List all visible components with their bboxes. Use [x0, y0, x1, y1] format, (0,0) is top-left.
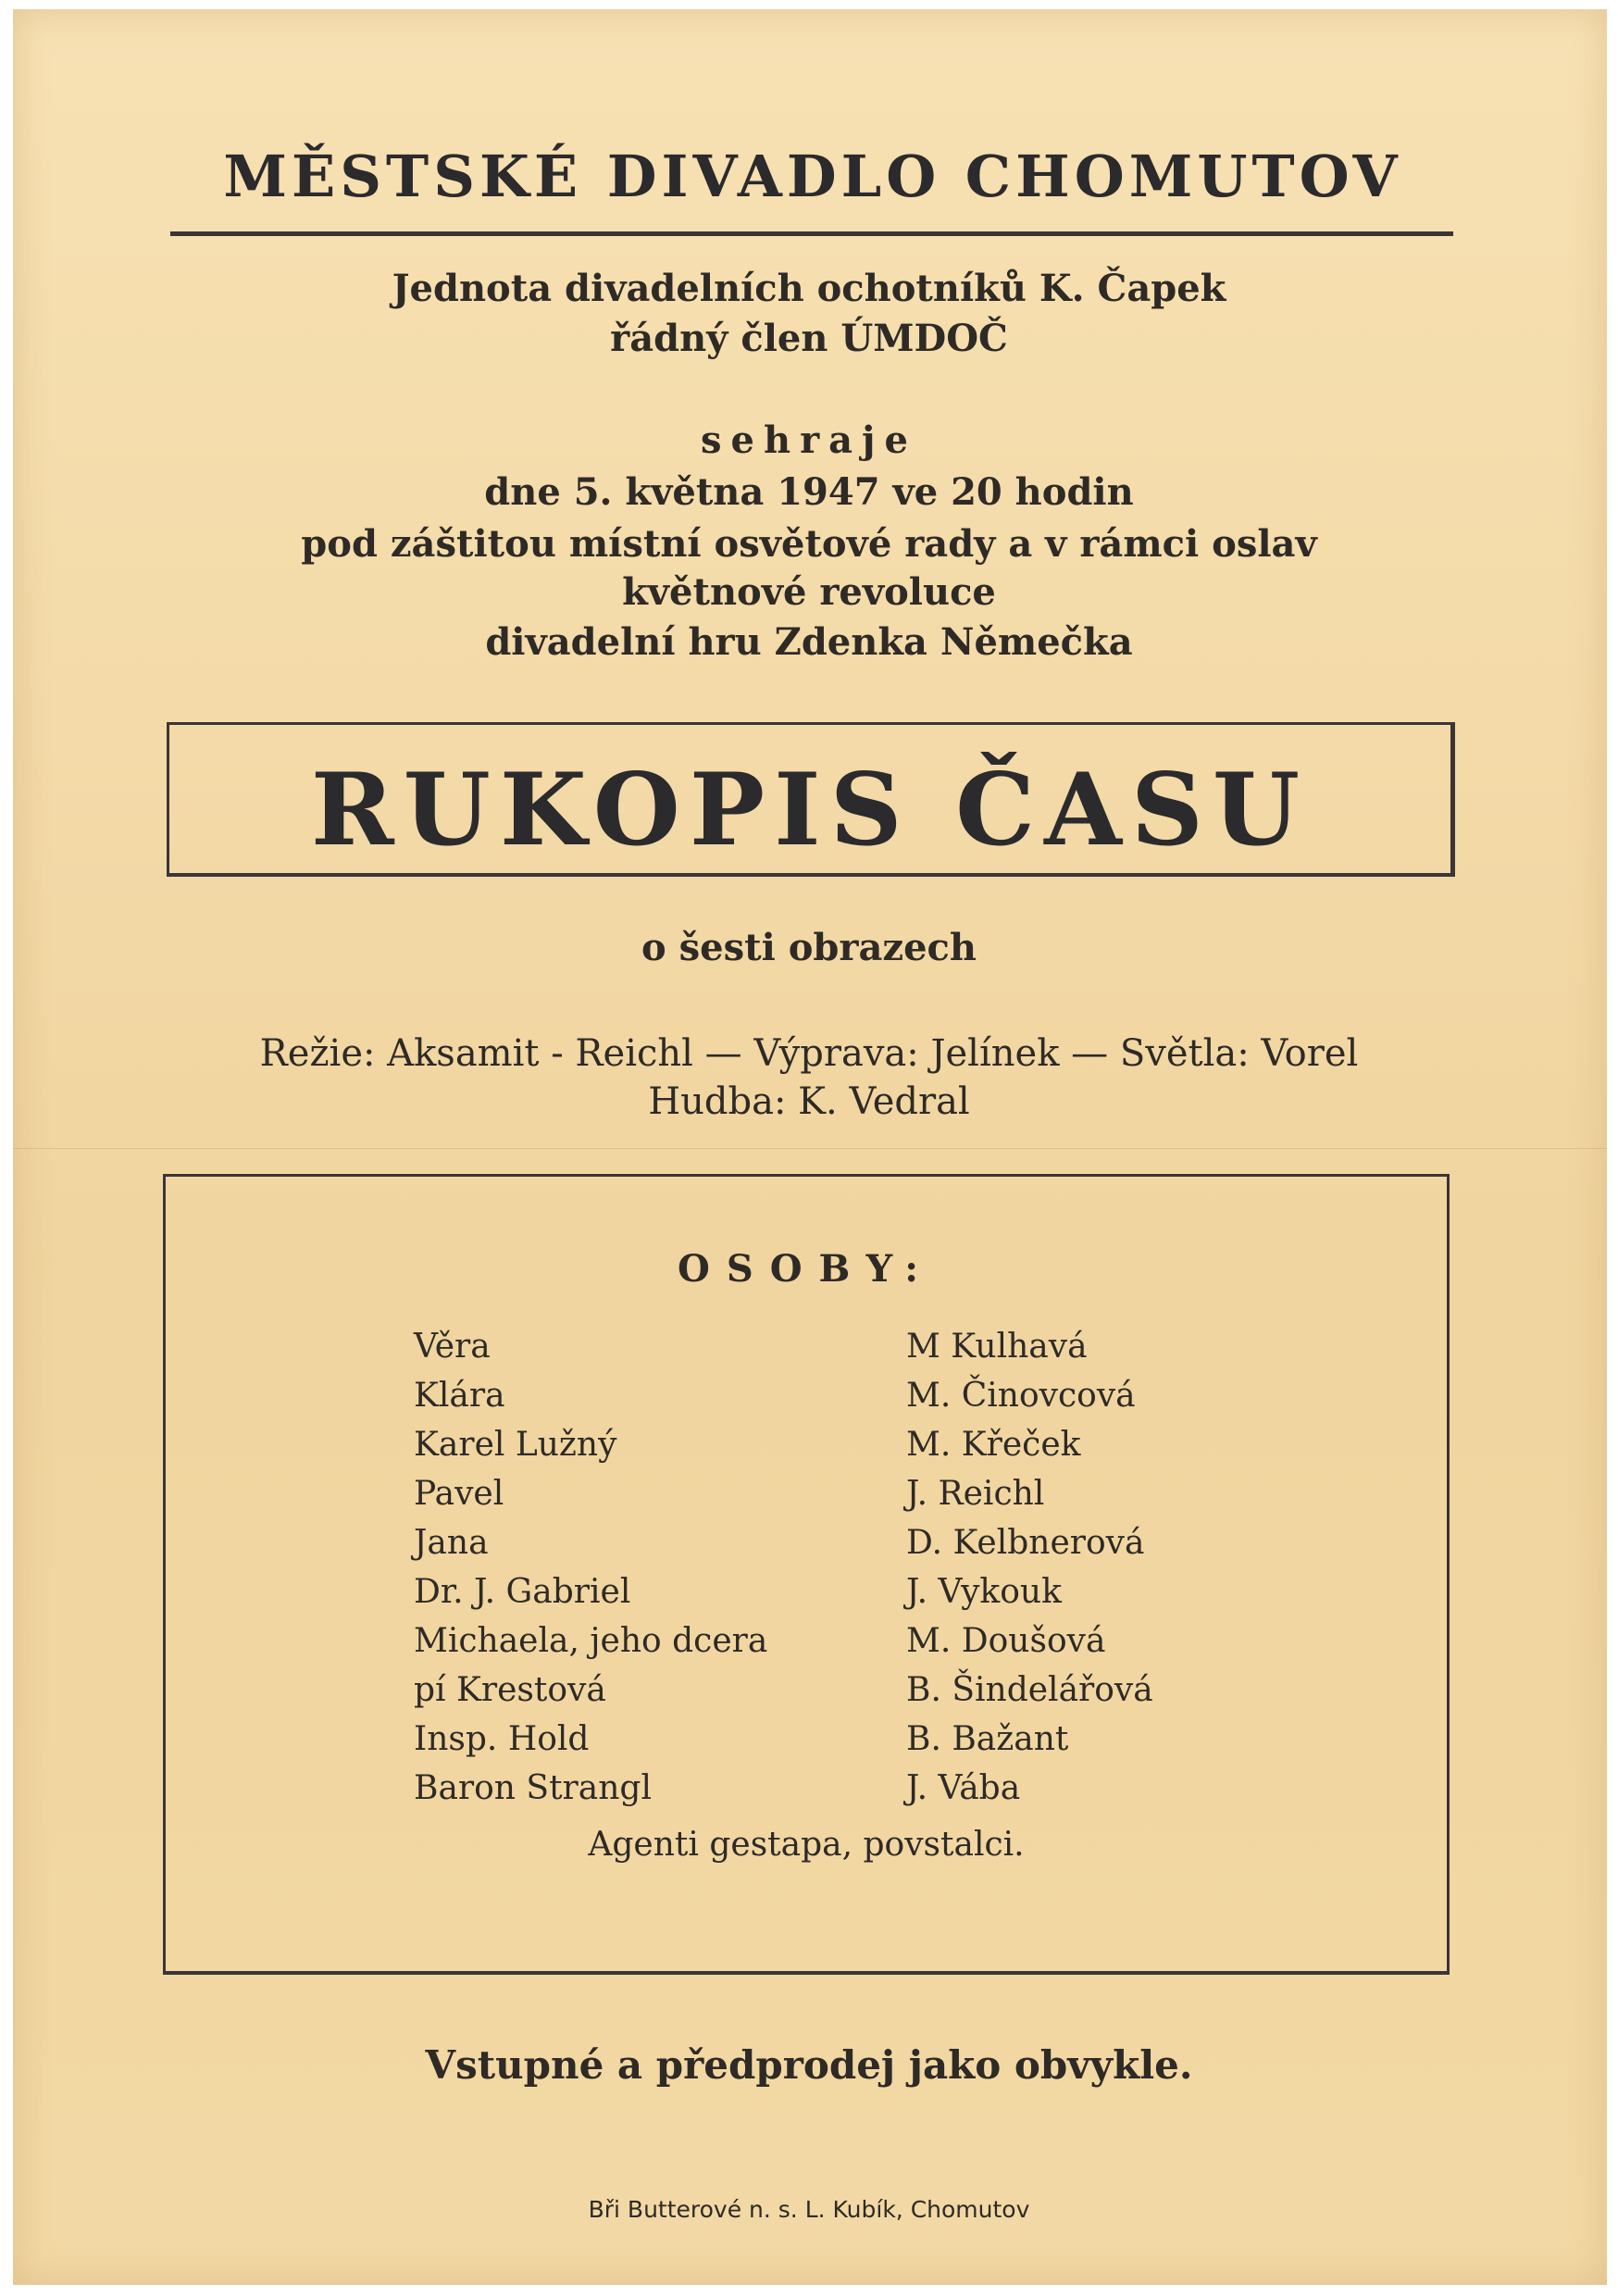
cast-actor: B. Šindelářová: [906, 1671, 1153, 1709]
credits-line-1: Režie: Aksamit - Reichl — Výprava: Jelínek — Světla: Vorel: [259, 1032, 1359, 1075]
theatre-name: MĚSTSKÉ DIVADLO CHOMUTOV: [223, 143, 1402, 210]
date-line: dne 5. května 1947 ve 20 hodin: [484, 470, 1134, 514]
cast-actor: M. Činovcová: [906, 1377, 1136, 1415]
cast-role: Insp. Hold: [414, 1720, 590, 1758]
cast-actor: B. Bažant: [906, 1720, 1069, 1758]
cast-actor: J. Vykouk: [906, 1573, 1062, 1611]
title-box: [167, 722, 1455, 877]
play-title: RUKOPIS ČASU: [310, 752, 1310, 868]
cast-actor: M Kulhavá: [906, 1328, 1088, 1366]
cast-extras: Agenti gestapa, povstalci.: [588, 1826, 1025, 1864]
cast-role: Věra: [414, 1328, 491, 1366]
company-line: Jednota divadelních ochotníků K. Čapek: [392, 267, 1226, 310]
cast-role: pí Krestová: [414, 1671, 606, 1709]
admission-note: Vstupné a předprodej jako obvykle.: [425, 2042, 1193, 2088]
cast-actor: J. Reichl: [906, 1475, 1045, 1513]
play-line: divadelní hru Zdenka Němečka: [485, 620, 1133, 664]
cast-role: Michaela, jeho dcera: [414, 1622, 768, 1660]
credits-line-2: Hudba: K. Vedral: [648, 1080, 970, 1123]
cast-heading: OSOBY:: [677, 1247, 936, 1291]
cast-role: Klára: [414, 1377, 505, 1415]
cast-role: Jana: [414, 1524, 489, 1562]
cast-role: Karel Lužný: [414, 1426, 617, 1464]
printer-credit: Bři Butterové n. s. L. Kubík, Chomutov: [588, 2196, 1030, 2223]
occasion-line: květnové revoluce: [622, 570, 996, 614]
membership-line: řádný člen ÚMDOČ: [610, 317, 1008, 360]
cast-role: Dr. J. Gabriel: [414, 1573, 631, 1611]
cast-role: Pavel: [414, 1475, 504, 1513]
cast-actor: J. Vába: [906, 1769, 1021, 1807]
play-subtitle: o šesti obrazech: [641, 926, 977, 969]
cast-actor: D. Kelbnerová: [906, 1524, 1145, 1562]
announcement-verb: sehraje: [701, 418, 917, 462]
cast-actor: M. Křeček: [906, 1426, 1081, 1464]
cast-actor: M. Doušová: [906, 1622, 1106, 1660]
cast-role: Baron Strangl: [414, 1769, 652, 1807]
cast-box: [163, 1174, 1450, 1975]
patronage-line: pod záštitou místní osvětové rady a v rámci oslav: [301, 522, 1317, 566]
poster-sheet: [13, 9, 1607, 2285]
fold-crease: [13, 1148, 1607, 1149]
header-rule: [170, 231, 1453, 236]
